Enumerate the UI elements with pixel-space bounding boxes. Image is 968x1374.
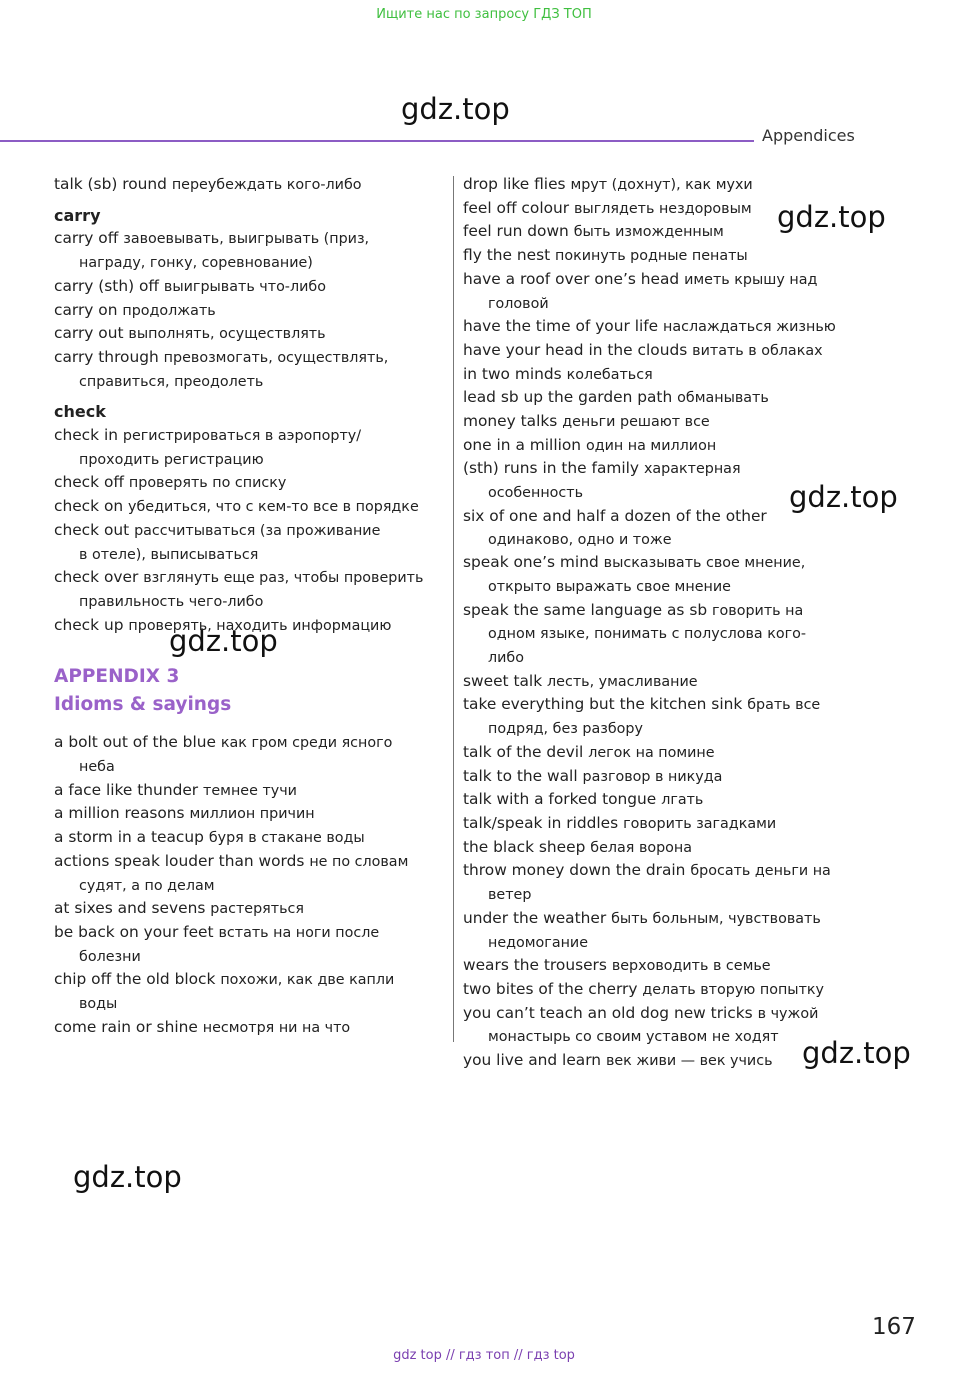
entry: in two minds колебаться — [463, 364, 653, 383]
entry: sweet talk лесть, умасливание — [463, 671, 698, 690]
watermark: gdz.top — [777, 200, 886, 234]
entry: talk with a forked tongue лгать — [463, 790, 704, 809]
entry-continuation: проходить регистрацию — [79, 451, 264, 468]
entry-continuation: справиться, преодолеть — [79, 373, 264, 390]
entry: carry on продолжать — [54, 300, 216, 319]
right-column — [463, 173, 903, 1073]
watermark: gdz.top — [169, 624, 278, 658]
entry: a storm in a teacup буря в стакане воды — [54, 828, 365, 847]
section-title: Appendices — [762, 126, 855, 145]
entry: talk to the wall разговор в никуда — [463, 766, 723, 785]
entry: the black sheep белая ворона — [463, 837, 693, 856]
entry: carry off завоевывать, выигрывать (приз, — [54, 229, 370, 248]
entry: carry through превозмогать, осуществлять, — [54, 347, 389, 366]
entry: fly the nest покинуть родные пенаты — [463, 246, 748, 265]
entry-continuation: одном языке, понимать с полуслова кого- — [488, 626, 807, 643]
entry: check off проверять по списку — [54, 473, 287, 492]
entry: come rain or shine несмотря ни на что — [54, 1017, 351, 1036]
entry: (sth) runs in the family характерная — [463, 459, 741, 478]
entry: check over взглянуть еще раз, чтобы проверить — [54, 568, 424, 587]
entry-continuation: подряд, без разбору — [488, 721, 643, 738]
entry: money talks деньги решают все — [463, 412, 710, 431]
entry: actions speak louder than words не по словам — [54, 851, 409, 870]
entry: check out рассчитываться (за проживание — [54, 520, 381, 539]
header-rule — [0, 140, 754, 142]
entry: speak the same language as sb говорить на — [463, 600, 804, 619]
entry-continuation: в отеле), выписываться — [79, 546, 259, 563]
entry: speak one’s mind высказывать свое мнение, — [463, 553, 806, 572]
entry-continuation: ветер — [488, 887, 532, 904]
entry: a face like thunder темнее тучи — [54, 780, 297, 799]
entry-continuation: недомогание — [488, 934, 589, 951]
entry-continuation: открыто выражать свое мнение — [488, 578, 731, 595]
entry-continuation: монастырь со своим уставом не ходят — [488, 1029, 779, 1046]
heading-check: check — [54, 402, 106, 422]
entry: wears the trousers верховодить в семье — [463, 956, 771, 975]
entry: at sixes and sevens растеряться — [54, 899, 304, 918]
entry-continuation: правильность чего-либо — [79, 593, 264, 610]
appendix-title: APPENDIX 3 — [54, 666, 180, 688]
entry-continuation: болезни — [79, 948, 141, 965]
entry: a bolt out of the blue как гром среди ясного — [54, 733, 393, 752]
watermark: gdz.top — [401, 92, 510, 126]
entry: drop like flies мрут (дохнут), как мухи — [463, 175, 753, 193]
entry: feel run down быть изможденным — [463, 222, 724, 241]
entry: two bites of the cherry делать вторую попытку — [463, 979, 825, 998]
entry: talk (sb) round переубеждать кого-либо — [54, 175, 362, 193]
entry: one in a million один на миллион — [463, 435, 717, 454]
entry: talk/speak in riddles говорить загадками — [463, 813, 777, 832]
watermark: gdz.top — [802, 1036, 911, 1070]
entry: feel off colour выглядеть нездоровым — [463, 198, 752, 217]
entry: throw money down the drain бросать деньги на — [463, 861, 831, 880]
entry: under the weather быть больным, чувствовать — [463, 908, 821, 927]
entry-continuation: одинаково, одно и тоже — [488, 531, 672, 548]
entry-continuation: головой — [488, 295, 549, 312]
entry-continuation: неба — [79, 759, 115, 776]
entry: check on убедиться, что с кем-то все в порядке — [54, 497, 419, 516]
entry: check up проверять, находить информацию — [54, 615, 392, 634]
left-column — [54, 173, 446, 1040]
heading-carry: carry — [54, 205, 101, 225]
entry: a million reasons миллион причин — [54, 804, 315, 823]
entry: carry (sth) off выигрывать что-либо — [54, 276, 326, 295]
page-number: 167 — [872, 1314, 916, 1340]
entry-continuation: либо — [488, 650, 524, 667]
entry: you live and learn век живи — век учись — [463, 1051, 773, 1070]
entry-continuation: награду, гонку, соревнование) — [79, 255, 313, 272]
entry: lead sb up the garden path обманывать — [463, 388, 769, 407]
entry: six of one and half a dozen of the other — [463, 506, 767, 525]
entry-continuation: воды — [79, 996, 118, 1013]
entry: be back on your feet встать на ноги после — [54, 922, 380, 941]
entry-continuation: судят, а по делам — [79, 877, 215, 894]
entry: take everything but the kitchen sink брать все — [463, 695, 821, 714]
column-divider — [453, 176, 454, 1042]
footer-links[interactable]: gdz top // гдз топ // гдз top — [393, 1348, 575, 1363]
entry: chip off the old block похожи, как две капли — [54, 970, 395, 989]
entry: you can’t teach an old dog new tricks в чужой — [463, 1003, 819, 1022]
top-notice[interactable]: Ищите нас по запросу ГДЗ ТОП — [376, 7, 592, 22]
entry: have your head in the clouds витать в облаках — [463, 340, 823, 359]
entry: check in регистрироваться в аэропорту/ — [54, 426, 362, 445]
appendix-subtitle: Idioms & sayings — [54, 694, 232, 716]
entry-continuation: особенность — [488, 485, 584, 502]
watermark: gdz.top — [789, 480, 898, 514]
entry: talk of the devil легок на помине — [463, 742, 715, 761]
entry: have the time of your life наслаждаться жизнью — [463, 317, 836, 336]
entry: have a roof over one’s head иметь крышу над — [463, 269, 818, 288]
entry: carry out выполнять, осуществлять — [54, 324, 326, 343]
watermark: gdz.top — [73, 1160, 182, 1194]
